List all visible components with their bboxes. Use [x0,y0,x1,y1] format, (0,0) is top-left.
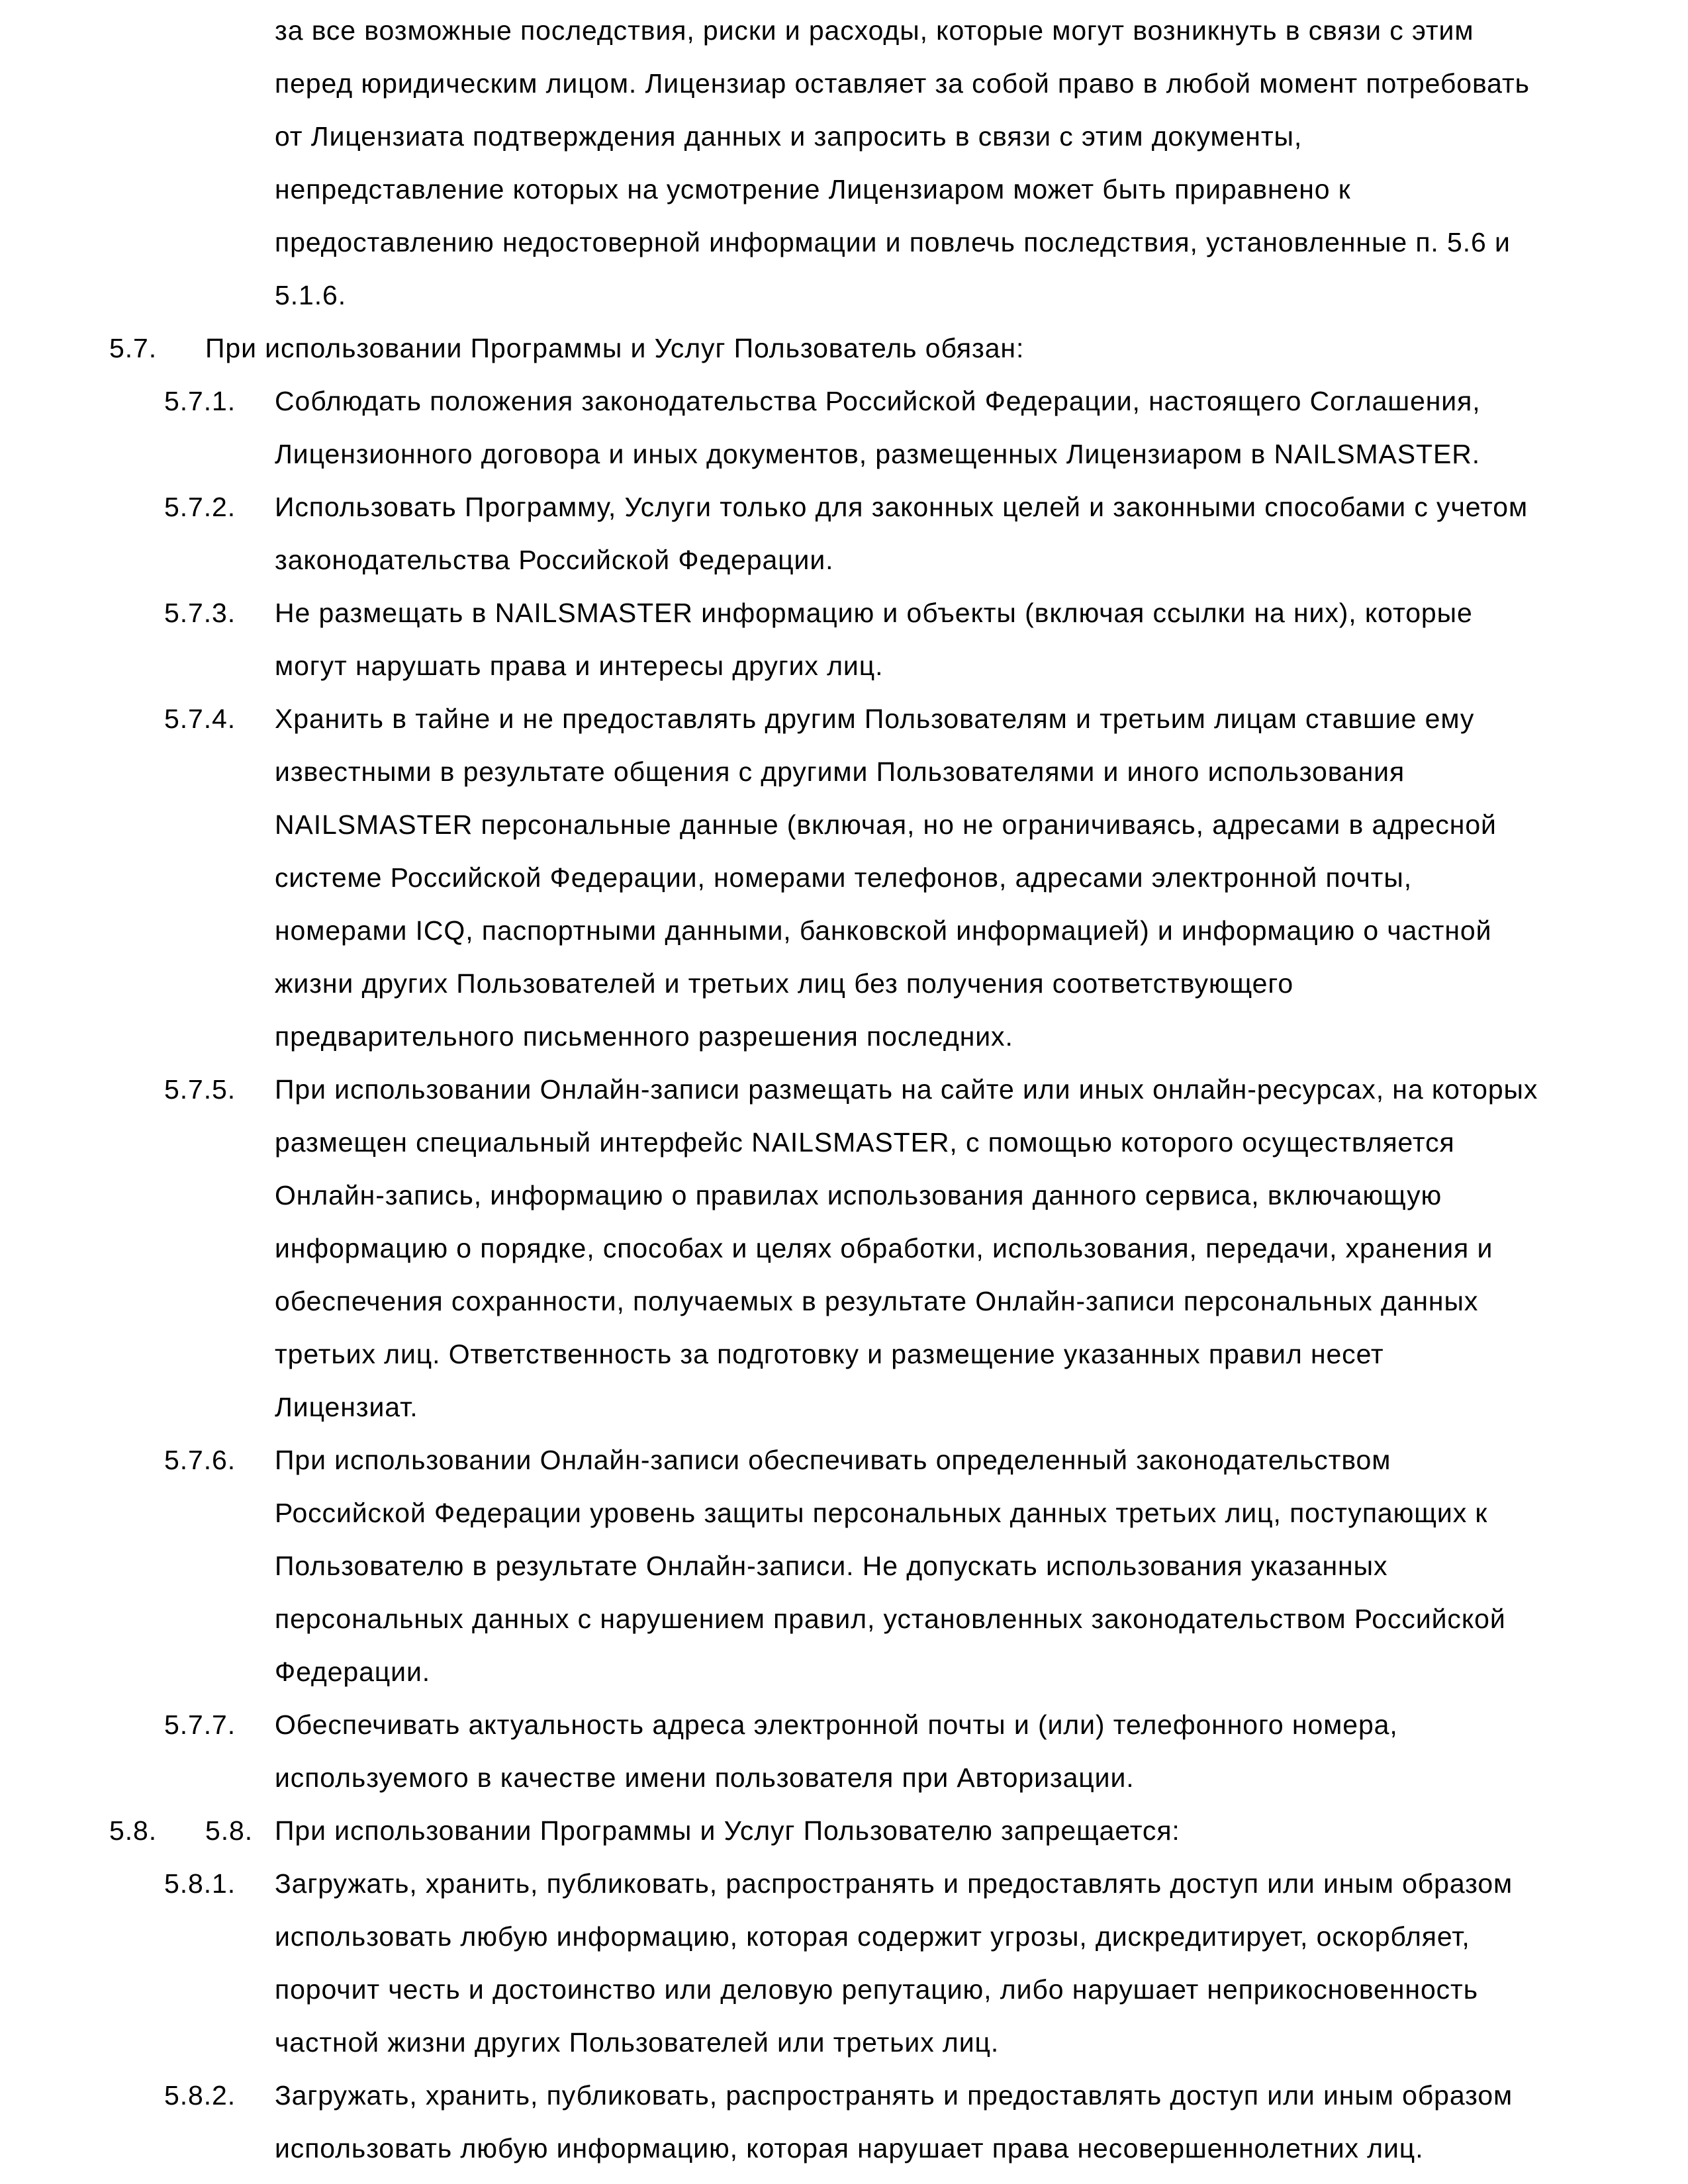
clause-text [205,322,1688,375]
clause-number: 5.7.5. [164,1074,236,1105]
text-line: При использовании Программы и Услуг Пользователь обязан: [205,333,1025,363]
text-line: могут нарушать права и интересы других лиц. [275,651,884,681]
clause-item [0,692,1688,1063]
text-line: Обеспечивать актуальность адреса электронной почты и (или) телефонного номера, [275,1709,1398,1740]
clause-item [0,2069,1688,2175]
clause-text [275,1857,1688,2069]
text-line: Соблюдать положения законодательства Российской Федерации, настоящего Соглашения, [275,386,1481,416]
text-line: используемого в качестве имени пользователя при Авторизации. [275,1762,1135,1793]
text-line: системе Российской Федерации, номерами телефонов, адресами электронной почты, [275,862,1412,893]
text-line: NAILSMASTER персональные данные (включая, но не ограничиваясь, адресами в адресной [275,809,1497,840]
clause-item [0,480,1688,586]
clause-number: 5.8.2. [164,2080,236,2111]
text-line: порочит честь и достоинство или деловую репутацию, либо нарушает неприкосновенность [275,1974,1478,2005]
clause-number: 5.7.4. [164,704,236,734]
text-line: При использовании Онлайн-записи размещать на сайте или иных онлайн-ресурсах, на которых [275,1074,1538,1105]
text-line: законодательства Российской Федерации. [275,545,834,575]
text-line: размещен специальный интерфейс NAILSMASTER, с помощью которого осуществляется [275,1127,1455,1158]
text-line: перед юридическим лицом. Лицензиар оставляет за собой право в любой момент потребовать [275,68,1530,99]
text-line: известными в результате общения с другими Пользователями и иного использования [275,756,1405,787]
text-line: жизни других Пользователей и третьих лиц без получения соответствующего [275,968,1294,999]
clause-number-duplicate: 5.8. [205,1815,253,1846]
text-line: При использовании Онлайн-записи обеспечивать определенный законодательством [275,1445,1391,1475]
clause-text [275,1433,1688,1698]
text-line: персональных данных с нарушением правил, установленных законодательством Российской [275,1604,1506,1634]
clause-text [275,586,1688,692]
text-line: частной жизни других Пользователей или третьих лиц. [275,2027,1000,2058]
clause-text [275,1063,1688,1433]
text-line: Лицензиат. [275,1392,418,1422]
clause-number: 5.7.6. [164,1445,236,1475]
text-line: предоставлению недостоверной информации и повлечь последствия, установленные п. 5.6 и [275,227,1511,257]
continuation-paragraph [0,4,1688,322]
text-line: за все возможные последствия, риски и расходы, которые могут возникнуть в связи с этим [275,15,1474,46]
clause-number: 5.7.2. [164,492,236,522]
text-line: Онлайн-запись, информацию о правилах использования данного сервиса, включающую [275,1180,1442,1210]
clause-item [0,1433,1688,1698]
text-line: предварительного письменного разрешения последних. [275,1021,1013,1052]
clause-text [275,1698,1688,1804]
clause-item [0,322,1688,375]
text-line: номерами ICQ, паспортными данными, банковской информацией) и информацию о частной [275,915,1492,946]
clause-text [275,4,1688,322]
text-line: Использовать Программу, Услуги только для законных целей и законными способами с учетом [275,492,1528,522]
clause-item [0,1857,1688,2069]
clause-number: 5.7. [109,333,157,363]
clause-number: 5.7.1. [164,386,236,416]
text-line: Федерации. [275,1657,431,1687]
text-line: Хранить в тайне и не предоставлять другим Пользователям и третьим лицам ставшие ему [275,704,1475,734]
clause-number: 5.7.3. [164,598,236,628]
text-line: Российской Федерации уровень защиты персональных данных третьих лиц, поступающих к [275,1498,1488,1528]
clause-text [275,1804,1688,1857]
clause-text [275,692,1688,1063]
text-line: непредставление которых на усмотрение Лицензиаром может быть приравнено к [275,174,1351,205]
text-line: 5.1.6. [275,280,346,310]
clause-number: 5.8.1. [164,1868,236,1899]
text-line: Пользователю в результате Онлайн-записи. Не допускать использования указанных [275,1551,1388,1581]
clause-number: 5.8. [109,1815,157,1846]
text-line: от Лицензиата подтверждения данных и запросить в связи с этим документы, [275,121,1303,152]
text-line: Не размещать в NAILSMASTER информацию и объекты (включая ссылки на них), которые [275,598,1473,628]
text-line: информацию о порядке, способах и целях обработки, использования, передачи, хранения и [275,1233,1493,1263]
clause-text [275,2069,1688,2175]
text-line: При использовании Программы и Услуг Пользователю запрещается: [275,1815,1180,1846]
clause-item [0,1698,1688,1804]
clause-item [0,586,1688,692]
clause-item [0,1804,1688,1857]
clause-text [275,375,1688,480]
text-line: третьих лиц. Ответственность за подготовку и размещение указанных правил несет [275,1339,1384,1369]
text-line: Загружать, хранить, публиковать, распространять и предоставлять доступ или иным образом [275,1868,1513,1899]
text-line: использовать любую информацию, которая содержит угрозы, дискредитирует, оскорбляет, [275,1921,1470,1952]
text-line: Лицензионного договора и иных документов, размещенных Лицензиаром в NAILSMASTER. [275,439,1481,469]
text-line: использовать любую информацию, которая нарушает права несовершеннолетних лиц. [275,2133,1424,2163]
clause-text [275,480,1688,586]
text-line: обеспечения сохранности, получаемых в результате Онлайн-записи персональных данных [275,1286,1479,1316]
clause-item [0,375,1688,480]
text-line: Загружать, хранить, публиковать, распространять и предоставлять доступ или иным образом [275,2080,1513,2111]
clause-number: 5.7.7. [164,1709,236,1740]
clause-item [0,1063,1688,1433]
